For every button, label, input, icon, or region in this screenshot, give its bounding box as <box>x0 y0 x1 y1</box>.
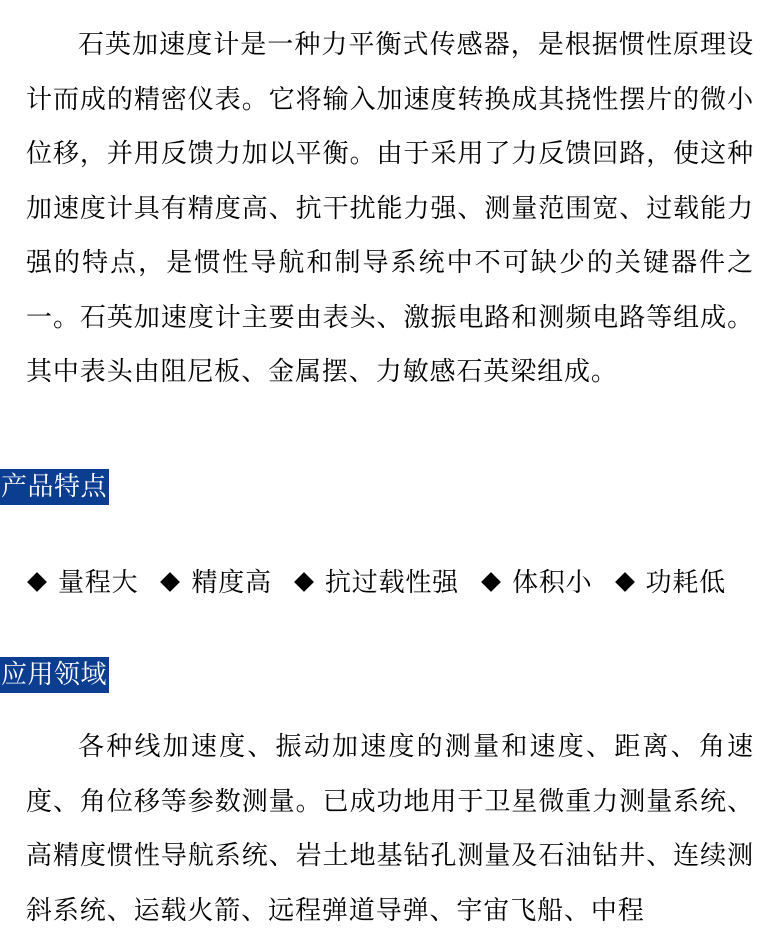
intro-paragraph: 石英加速度计是一种力平衡式传感器，是根据惯性原理设计而成的精密仪表。它将输入加速度转换成其挠性摆片的微小位移，并用反馈力加以平衡。由于采用了力反馈回路，使这种加速度计具有精度高、抗干扰能力强、测量范围宽、过载能力强的特点，是惯性导航和制导系统中不可缺少的关键器件之一。石英加速度计主要由表头、激振电路和测频电路等组成。其中表头由阻尼板、金属摆、力敏感石英梁组成。 <box>26 30 754 387</box>
diamond-bullet-icon <box>481 572 501 592</box>
section-heading-applications: 应用领域 <box>0 657 109 693</box>
diamond-bullet-icon <box>615 572 635 592</box>
feature-label: 量程大 <box>58 568 139 598</box>
feature-item <box>24 563 148 603</box>
diamond-bullet-icon <box>294 572 314 592</box>
feature-item <box>478 563 602 603</box>
feature-label: 功耗低 <box>645 568 726 598</box>
feature-label: 体积小 <box>512 568 593 598</box>
diamond-bullet-icon <box>161 572 181 592</box>
section-heading-features: 产品特点 <box>0 469 109 505</box>
diamond-bullet-icon <box>27 572 47 592</box>
applications-paragraph: 各种线加速度、振动加速度的测量和速度、距离、角速度、角位移等参数测量。已成功地用于卫星微重力测量系统、高精度惯性导航系统、岩土地基钻孔测量及石油钻井、连续测斜系统、运载火箭、远程弹道导弹、宇宙飞船、中程 <box>26 732 754 926</box>
feature-item <box>612 563 736 603</box>
feature-label: 抗过载性强 <box>324 568 459 598</box>
feature-item <box>291 563 469 603</box>
feature-item <box>157 563 281 603</box>
feature-label: 精度高 <box>191 568 272 598</box>
feature-list <box>24 563 736 603</box>
